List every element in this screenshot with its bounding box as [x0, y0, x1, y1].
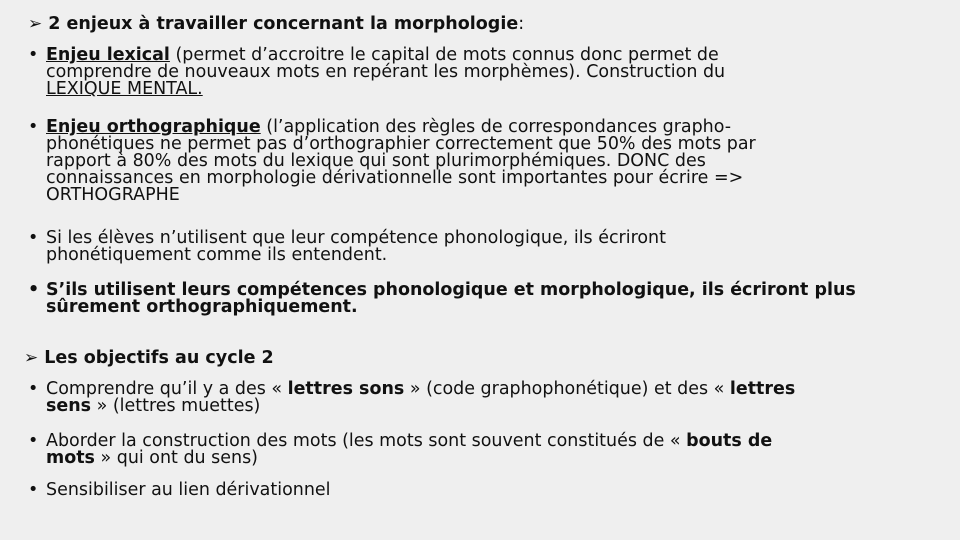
lettres-sens: sens: [46, 396, 92, 416]
construction-l1a: Aborder la construction des mots (les mots sont souvent constitués de «: [46, 431, 687, 451]
enjeu-lexical-line-2: comprendre de nouveaux mots en repérant les morphèmes). Construction du: [46, 62, 726, 82]
enjeu-ortho-line-4: connaissances en morphologie dérivationnelle sont importantes pour écrire =>: [46, 168, 744, 188]
arrow-bullet-icon: ➢: [28, 14, 43, 34]
phonologique-line-1: Si les élèves n’utilisent que leur compétence phonologique, ils écriront: [46, 228, 666, 248]
enjeu-ortho-line-5: ORTHOGRAPHE: [46, 185, 180, 205]
enjeu-ortho-line-2: phonétiques ne permet pas d’orthographier correctement que 50% des mots par: [46, 134, 756, 154]
morphologique-line-1: S’ils utilisent leurs compétences phonologique et morphologique, ils écriront plus: [46, 280, 856, 300]
section2-title: Les objectifs au cycle 2: [44, 348, 274, 368]
lettres-sons: lettres sons: [287, 379, 405, 399]
list-item-construction: [28, 433, 908, 467]
lettres-l1d: lettres: [729, 379, 796, 399]
construction-mots: mots: [46, 448, 95, 468]
list-item-lettres: [28, 381, 908, 415]
enjeu-lexical-line-1: (permet d’accroitre le capital de mots connus donc permet de: [169, 45, 719, 65]
bullet-dot: •: [28, 280, 40, 300]
enjeu-ortho-line-1: (l’application des règles de correspondances grapho-: [260, 117, 732, 137]
bullet-dot: •: [28, 379, 39, 399]
enjeu-ortho-lead: Enjeu orthographique: [46, 117, 261, 137]
enjeu-lexical-tail: LEXIQUE MENTAL.: [46, 79, 203, 99]
enjeu-lexical-lead: Enjeu lexical: [46, 45, 170, 65]
lettres-l1a: Comprendre qu’il y a des «: [46, 379, 288, 399]
phonologique-line-2: phonétiquement comme ils entendent.: [46, 245, 388, 265]
lettres-l2b: » (lettres muettes): [91, 396, 261, 416]
list-item-phonologique: [28, 230, 908, 264]
section1-title: 2 enjeux à travailler concernant la morphologie: [48, 14, 519, 34]
construction-l2b: » qui ont du sens): [94, 448, 258, 468]
bullet-dot: •: [28, 431, 39, 451]
list-item-morphologique: [28, 282, 908, 316]
section2-heading: [24, 348, 274, 368]
bullet-dot: •: [28, 45, 39, 65]
morphologique-line-2: sûrement orthographiquement.: [46, 297, 358, 317]
section1-colon: :: [518, 14, 525, 34]
derivationnel-text: Sensibiliser au lien dérivationnel: [46, 480, 331, 500]
enjeu-ortho-line-3: rapport à 80% des mots du lexique qui sont plurimorphémiques. DONC des: [46, 151, 706, 171]
list-item-derivationnel: [28, 482, 908, 499]
construction-bouts-de: bouts de: [686, 431, 773, 451]
list-item-enjeu-orthographique: [28, 119, 908, 204]
list-item-enjeu-lexical: [28, 47, 908, 98]
section1-heading: [28, 14, 524, 34]
lettres-l1c: » (code graphophonétique) et des «: [404, 379, 730, 399]
bullet-dot: •: [28, 228, 39, 248]
arrow-bullet-icon: ➢: [24, 348, 39, 368]
bullet-dot: •: [28, 117, 39, 137]
bullet-dot: •: [28, 480, 39, 500]
